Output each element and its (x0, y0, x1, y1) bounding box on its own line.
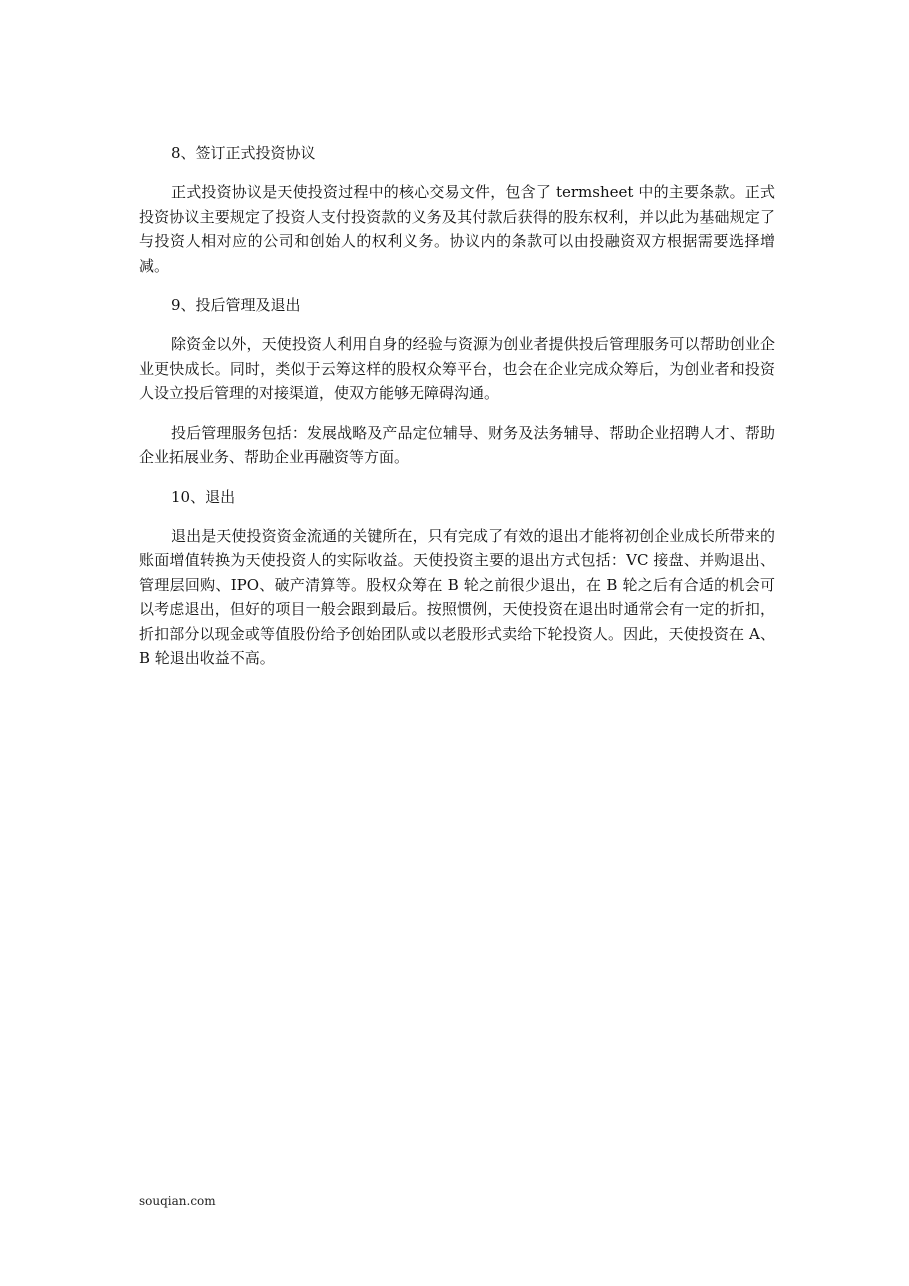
paragraph-post-investment: 除资金以外，天使投资人利用自身的经验与资源为创业者提供投后管理服务可以帮助创业企业更快成长。同时，类似于云筹这样的股权众筹平台，也会在企业完成众筹后，为创业者和投资人设立投后管理的对接渠道，使双方能够无障碍沟通。 (139, 335, 775, 402)
section-heading-exit: 10、退出 (171, 487, 236, 506)
document-body (139, 141, 775, 686)
paragraph-signing: 正式投资协议是天使投资过程中的核心交易文件，包含了 termsheet 中的主要条款。正式投资协议主要规定了投资人支付投资款的义务及其付款后获得的股东权利，并以此为基础规定了与投资人相对应的公司和创始人的权利义务。协议内的条款可以由投融资双方根据需要选择增减。 (139, 183, 775, 275)
section-heading-signing: 8、签订正式投资协议 (171, 144, 316, 162)
section-heading-post-investment: 9、投后管理及退出 (171, 296, 301, 314)
paragraph-post-investment-services: 投后管理服务包括：发展战略及产品定位辅导、财务及法务辅导、帮助企业招聘人才、帮助企业拓展业务、帮助企业再融资等方面。 (139, 423, 775, 466)
paragraph-exit: 退出是天使投资资金流通的关键所在，只有完成了有效的退出才能将初创企业成长所带来的账面增值转换为天使投资人的实际收益。天使投资主要的退出方式包括：VC 接盘、并购退出、管理层回购、IPO、破产清算等。股权众筹在 B 轮之前很少退出，在 B 轮之后有合适的机会可以考虑退出，但好的项目一般会跟到最后。按照惯例，天使投资在退出时通常会有一定的折扣，折扣部分以现金或等值股份给予创始团队或以老股形式卖给下轮投资人。因此，天使投资在 A、B 轮退出收益不高。 (139, 526, 775, 667)
footer-site-label: souqian.com (139, 1194, 216, 1208)
